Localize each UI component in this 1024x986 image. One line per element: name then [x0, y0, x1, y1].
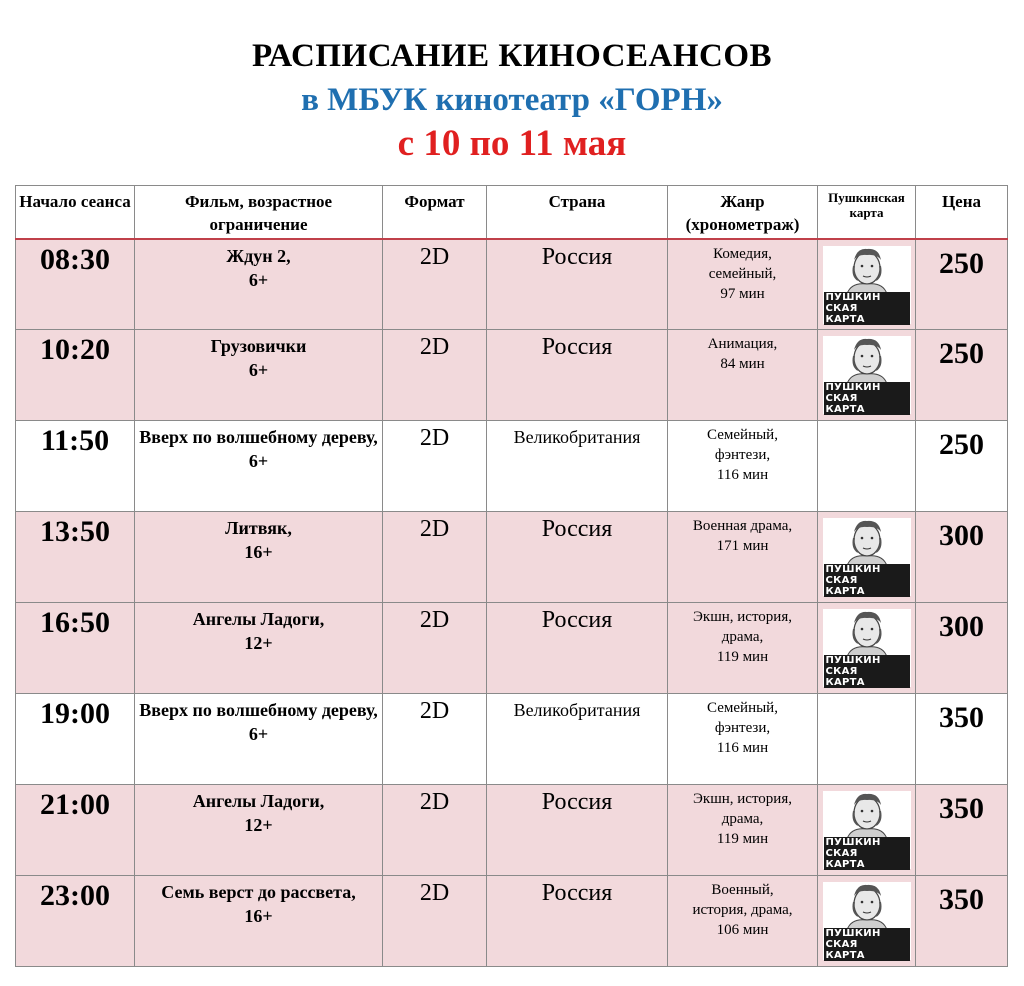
pushkin-card-logo	[823, 609, 911, 687]
film-cell	[135, 512, 383, 603]
ticket-price: 350	[916, 876, 1008, 967]
genre-line: Экшн, история,	[693, 609, 792, 625]
genre-line: Комедия,	[713, 245, 772, 262]
film-format: 2D	[383, 876, 487, 967]
table-row	[16, 694, 1008, 785]
film-genre	[668, 785, 818, 876]
pushkin-portrait-icon	[823, 882, 911, 930]
pushkin-card-cell	[818, 603, 916, 694]
table-row	[16, 785, 1008, 876]
genre-line: Военный,	[711, 882, 774, 898]
pushkin-card-cell	[818, 785, 916, 876]
pushkin-logo-line: КАРТА	[824, 950, 910, 961]
age-rating: 12+	[244, 815, 273, 835]
genre-line: фэнтези,	[714, 720, 771, 736]
genre-line: 97 мин	[720, 285, 765, 302]
pushkin-logo-line: СКАЯ	[824, 393, 910, 404]
pushkin-portrait-icon	[823, 518, 911, 566]
film-country: Россия	[487, 785, 668, 876]
film-country: Великобритания	[487, 421, 668, 512]
genre-line: драма,	[721, 811, 764, 827]
table-header-row	[16, 186, 1008, 239]
session-time: 08:30	[16, 239, 135, 330]
session-time: 11:50	[16, 421, 135, 512]
session-time: 19:00	[16, 694, 135, 785]
film-format: 2D	[383, 785, 487, 876]
genre-line: семейный,	[708, 265, 777, 282]
column-header-film: Фильм, возрастное ограничение	[135, 186, 383, 239]
film-cell	[135, 876, 383, 967]
page-title: РАСПИСАНИЕ КИНОСЕАНСОВ	[251, 38, 773, 74]
column-header-time: Начало сеанса	[16, 186, 135, 239]
session-time: 16:50	[16, 603, 135, 694]
pushkin-card-cell	[818, 239, 916, 330]
film-title: Литвяк,	[225, 518, 292, 538]
cinema-name: в МБУК кинотеатр «ГОРН»	[301, 82, 723, 118]
pushkin-logo-line: ПУШКИН	[824, 564, 910, 575]
table-row	[16, 330, 1008, 421]
ticket-price: 300	[916, 512, 1008, 603]
session-time: 21:00	[16, 785, 135, 876]
film-country: Великобритания	[487, 694, 668, 785]
film-cell	[135, 694, 383, 785]
pushkin-portrait-icon	[823, 791, 911, 839]
pushkin-card-cell	[818, 694, 916, 785]
film-country: Россия	[487, 876, 668, 967]
genre-line: драма,	[721, 629, 764, 645]
ticket-price: 250	[916, 421, 1008, 512]
age-rating: 6+	[248, 269, 269, 290]
ticket-price: 250	[916, 330, 1008, 421]
film-country: Россия	[487, 330, 668, 421]
pushkin-portrait-icon	[823, 246, 911, 294]
film-title: Грузовички	[210, 336, 307, 356]
film-cell	[135, 603, 383, 694]
table-row	[16, 421, 1008, 512]
column-header-price: Цена	[916, 186, 1008, 239]
schedule-table	[15, 185, 1008, 967]
film-title: Ждун 2,	[226, 245, 291, 266]
film-title: Вверх по волшебному дереву,	[139, 427, 378, 447]
column-header-pushkin-card: Пушкинская карта	[818, 186, 916, 239]
film-genre	[668, 512, 818, 603]
pushkin-logo-line: ПУШКИН	[824, 292, 910, 303]
ticket-price: 300	[916, 603, 1008, 694]
film-format: 2D	[383, 239, 487, 330]
age-rating: 16+	[244, 906, 273, 926]
film-genre	[668, 421, 818, 512]
column-header-country: Страна	[487, 186, 668, 239]
film-genre	[668, 330, 818, 421]
age-rating: 16+	[244, 542, 273, 562]
film-title: Ангелы Ладоги,	[192, 791, 325, 811]
pushkin-logo-line: КАРТА	[824, 677, 910, 688]
ticket-price: 350	[916, 785, 1008, 876]
film-genre	[668, 876, 818, 967]
pushkin-logo-line: ПУШКИН	[824, 928, 910, 939]
pushkin-card-cell	[818, 512, 916, 603]
pushkin-card-cell	[818, 876, 916, 967]
ticket-price: 350	[916, 694, 1008, 785]
film-cell	[135, 785, 383, 876]
genre-line: 116 мин	[716, 740, 769, 756]
film-format: 2D	[383, 694, 487, 785]
film-cell	[135, 239, 383, 330]
genre-line: 119 мин	[716, 831, 769, 847]
pushkin-card-logo	[823, 336, 911, 414]
genre-line: Военная драма,	[692, 518, 793, 534]
genre-line: 106 мин	[716, 922, 769, 938]
session-time: 23:00	[16, 876, 135, 967]
session-time: 13:50	[16, 512, 135, 603]
ticket-price: 250	[916, 239, 1008, 330]
genre-line: Семейный,	[707, 700, 778, 716]
genre-line: Анимация,	[707, 336, 778, 352]
pushkin-logo-line: СКАЯ	[824, 939, 910, 950]
date-range: с 10 по 11 мая	[397, 123, 627, 164]
pushkin-logo-line: СКАЯ	[824, 848, 910, 859]
film-format: 2D	[383, 603, 487, 694]
genre-line: Экшн, история,	[693, 791, 792, 807]
pushkin-logo-line: ПУШКИН	[824, 655, 910, 666]
film-country: Россия	[487, 512, 668, 603]
session-time: 10:20	[16, 330, 135, 421]
genre-line: Семейный,	[707, 427, 778, 443]
pushkin-logo-line: КАРТА	[824, 404, 910, 415]
pushkin-card-logo	[823, 246, 911, 324]
column-header-genre: Жанр (хронометраж)	[668, 186, 818, 239]
film-format: 2D	[383, 330, 487, 421]
film-title: Ангелы Ладоги,	[192, 609, 325, 629]
pushkin-logo-line: КАРТА	[824, 586, 910, 597]
pushkin-logo-line: СКАЯ	[824, 303, 910, 314]
film-cell	[135, 330, 383, 421]
pushkin-logo-line: КАРТА	[824, 314, 910, 325]
age-rating: 6+	[248, 451, 269, 471]
pushkin-card-cell	[818, 421, 916, 512]
table-row	[16, 603, 1008, 694]
age-rating: 6+	[248, 724, 269, 744]
film-genre	[668, 694, 818, 785]
table-row	[16, 876, 1008, 967]
column-header-format: Формат	[383, 186, 487, 239]
age-rating: 6+	[248, 360, 269, 380]
pushkin-portrait-icon	[823, 336, 911, 384]
age-rating: 12+	[244, 633, 273, 653]
pushkin-logo-line: ПУШКИН	[824, 382, 910, 393]
pushkin-card-logo	[823, 882, 911, 960]
pushkin-portrait-icon	[823, 609, 911, 657]
film-country: Россия	[487, 603, 668, 694]
pushkin-card-logo	[823, 518, 911, 596]
genre-line: фэнтези,	[714, 447, 771, 463]
film-title: Вверх по волшебному дереву,	[139, 700, 378, 720]
film-format: 2D	[383, 421, 487, 512]
pushkin-card-logo	[823, 791, 911, 869]
table-row	[16, 512, 1008, 603]
pushkin-logo-line: ПУШКИН	[824, 837, 910, 848]
table-row	[16, 239, 1008, 330]
genre-line: 119 мин	[716, 649, 769, 665]
film-genre	[668, 239, 818, 330]
pushkin-card-cell	[818, 330, 916, 421]
film-genre	[668, 603, 818, 694]
genre-line: 116 мин	[716, 467, 769, 483]
pushkin-logo-line: КАРТА	[824, 859, 910, 870]
pushkin-logo-line: СКАЯ	[824, 575, 910, 586]
film-cell	[135, 421, 383, 512]
film-country: Россия	[487, 239, 668, 330]
genre-line: 84 мин	[720, 356, 765, 372]
genre-line: 171 мин	[716, 538, 769, 554]
film-format: 2D	[383, 512, 487, 603]
film-title: Семь верст до рассвета,	[161, 882, 356, 902]
pushkin-logo-line: СКАЯ	[824, 666, 910, 677]
genre-line: история, драма,	[692, 902, 793, 918]
